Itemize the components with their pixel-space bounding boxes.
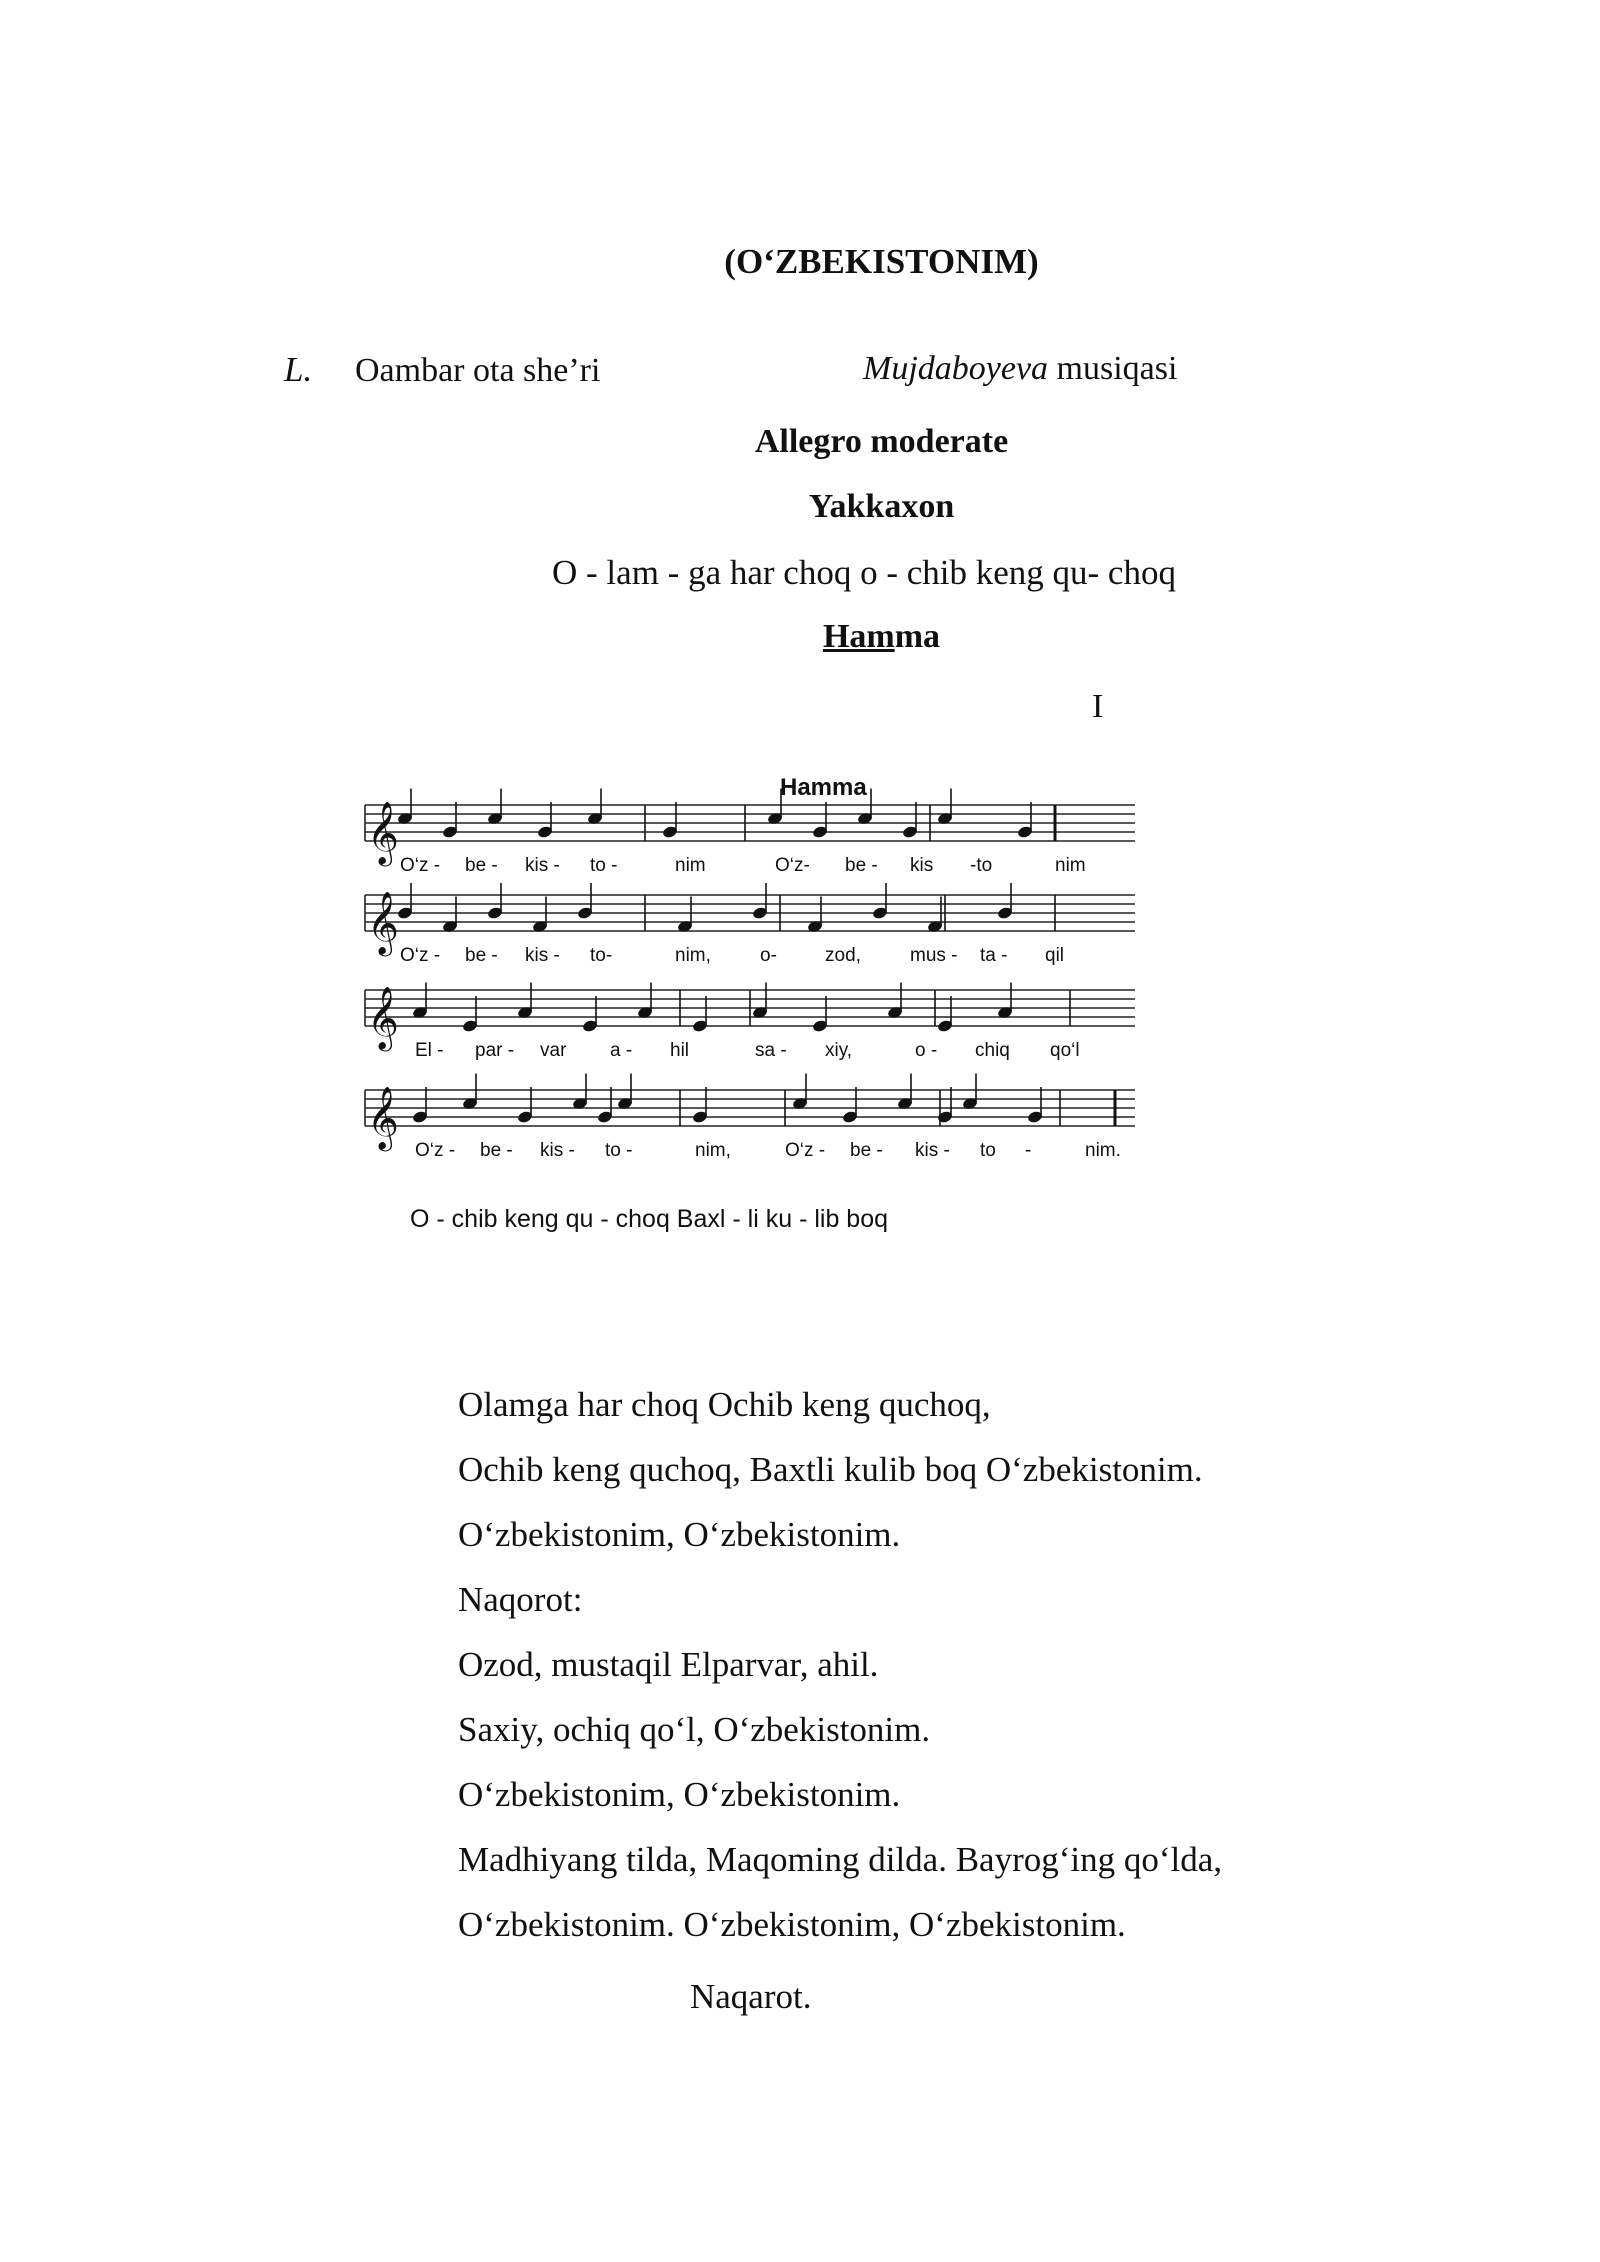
lyric-syllable: O‘z - [400, 945, 441, 966]
lyric-syllable: O‘z- [775, 855, 810, 876]
lyric-syllable: be - [465, 855, 498, 876]
score-tutti-label: Hamma [780, 775, 867, 801]
treble-clef-icon: 𝄞 [367, 891, 399, 954]
lyric-syllable: zod, [825, 945, 861, 966]
treble-clef-icon: 𝄞 [367, 986, 399, 1049]
lyric-syllable: to- [590, 945, 613, 966]
lyric-syllable: kis - [525, 855, 560, 876]
lyric-syllable: par - [475, 1040, 515, 1061]
lyric-syllable: to - [605, 1140, 633, 1161]
lyric-syllable: be - [845, 855, 878, 876]
tutti-label [0, 618, 1600, 656]
song-title: (O‘ZBEKISTONIM) [724, 242, 1039, 281]
lyric-syllable: be - [480, 1140, 513, 1161]
lyric-syllable: kis - [525, 945, 560, 966]
score-caption: O - chib keng qu - choq Baxl - li ku - lib boq [410, 1205, 889, 1233]
lyric-syllable: nim, [675, 945, 711, 966]
stanza-line: O‘zbekistonim, O‘zbekistonim. [458, 1775, 901, 1814]
lyric-syllable: to - [590, 855, 618, 876]
lyric-syllable: to [980, 1140, 996, 1161]
stanza-line: Olamga har choq Ochib keng quchoq, [458, 1385, 991, 1424]
stanza-line: O‘zbekistonim. O‘zbekistonim, O‘zbekistonim. [458, 1905, 1126, 1944]
lyric-syllable: hil [670, 1040, 690, 1061]
tutti-label-rest: ma [894, 618, 941, 655]
tutti-label-underlined: Ham [822, 618, 895, 655]
lyric-syllable: sa - [755, 1040, 787, 1061]
lyric-syllable: qo‘l [1050, 1040, 1080, 1061]
section-marker: L. [284, 350, 313, 389]
lyric-syllable: qil [1045, 945, 1065, 966]
stanza-line: O‘zbekistonim, O‘zbekistonim. [458, 1515, 901, 1554]
lyrics-stanza [458, 1385, 1222, 1970]
lyric-syllable: nim [675, 855, 706, 876]
lyric-syllable: kis [910, 855, 934, 876]
lyric-syllable: kis - [915, 1140, 950, 1161]
tempo-marking: Allegro moderate [754, 423, 1009, 460]
stanza-line: Ochib keng quchoq, Baxtli kulib boq O‘zbekistonim. [458, 1450, 1203, 1489]
intro-lyric: O - lam - ga har choq o - chib keng qu- choq [552, 553, 1176, 592]
lyric-syllable: - [1025, 1140, 1032, 1161]
lyric-syllable: nim [1055, 855, 1086, 876]
lyric-syllable: o- [760, 945, 777, 966]
treble-clef-icon: 𝄞 [367, 801, 399, 864]
lyric-syllable: be - [850, 1140, 883, 1161]
composer-credit [863, 350, 1177, 388]
lyric-syllable: a - [610, 1040, 633, 1061]
poet-credit: Oambar ota she’ri [355, 352, 601, 389]
lyric-syllable: o - [915, 1040, 938, 1061]
lyric-syllable: O‘z - [415, 1140, 456, 1161]
sheet-music-score [355, 775, 1355, 1245]
lyric-syllable: var [540, 1040, 567, 1061]
solo-label: Yakkaxon [808, 488, 955, 525]
lyric-syllable: kis - [540, 1140, 575, 1161]
treble-clef-icon: 𝄞 [367, 1086, 399, 1149]
lyric-syllable: El - [415, 1040, 444, 1061]
stanza-line: Saxiy, ochiq qo‘l, O‘zbekistonim. [458, 1710, 931, 1749]
composer-suffix: musiqasi [1048, 350, 1178, 387]
stanza-line: Madhiyang tilda, Maqoming dilda. Bayrog‘ing qo‘lda, [458, 1840, 1223, 1879]
lyric-syllable: O‘z - [400, 855, 441, 876]
lyric-syllable: ta - [980, 945, 1008, 966]
lyric-syllable: mus - [910, 945, 958, 966]
lyric-syllable: nim, [695, 1140, 731, 1161]
stanza-line: Ozod, mustaqil Elparvar, ahil. [458, 1645, 879, 1684]
stanza-line: Naqorot: [458, 1580, 583, 1619]
lyric-syllable: -to [970, 855, 993, 876]
lyric-syllable: chiq [975, 1040, 1010, 1061]
lyric-syllable: O‘z - [785, 1140, 826, 1161]
lyric-syllable: xiy, [825, 1040, 853, 1061]
roman-numeral: I [1092, 688, 1104, 725]
lyric-syllable: be - [465, 945, 498, 966]
composer-name: Mujdaboyeva [863, 350, 1049, 387]
lyric-syllable: nim. [1085, 1140, 1121, 1161]
refrain-marker: Naqarot. [690, 1977, 812, 2016]
